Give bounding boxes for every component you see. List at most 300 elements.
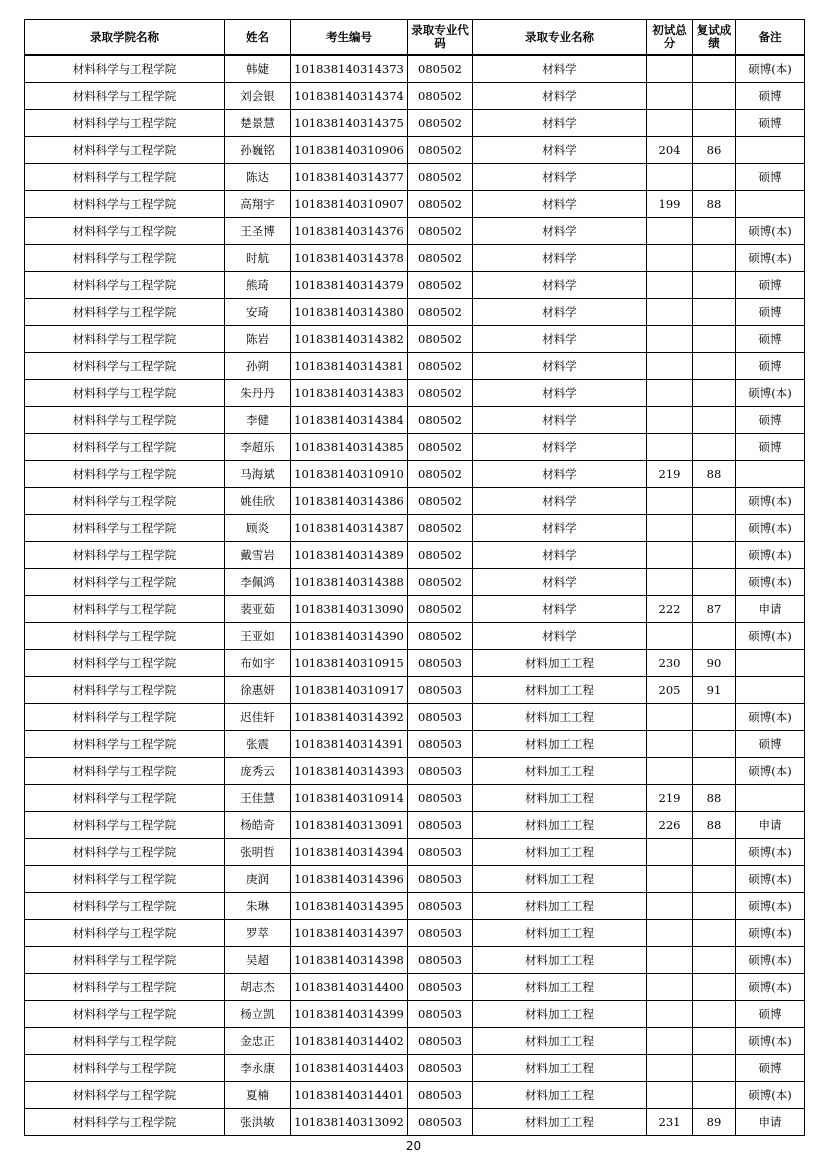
cell-candidate-id: 101838140310915 — [291, 650, 408, 677]
cell-retest-score — [693, 731, 736, 758]
cell-retest-score — [693, 110, 736, 137]
cell-remark: 硕博 — [736, 299, 805, 326]
table-row — [25, 704, 805, 731]
table-row — [25, 191, 805, 218]
cell-name: 马海斌 — [225, 461, 291, 488]
cell-remark: 硕博(本) — [736, 218, 805, 245]
cell-candidate-id: 101838140314402 — [291, 1028, 408, 1055]
cell-college: 材料科学与工程学院 — [25, 812, 225, 839]
cell-major-name: 材料学 — [473, 299, 647, 326]
cell-major-name: 材料学 — [473, 55, 647, 83]
cell-major-code: 080502 — [408, 137, 473, 164]
cell-college: 材料科学与工程学院 — [25, 326, 225, 353]
cell-major-name: 材料加工工程 — [473, 1055, 647, 1082]
cell-major-code: 080502 — [408, 83, 473, 110]
table-row — [25, 677, 805, 704]
cell-remark: 硕博(本) — [736, 974, 805, 1001]
cell-initial-score — [647, 542, 693, 569]
cell-retest-score — [693, 1001, 736, 1028]
cell-retest-score: 88 — [693, 191, 736, 218]
cell-name: 李永康 — [225, 1055, 291, 1082]
cell-candidate-id: 101838140314394 — [291, 839, 408, 866]
cell-retest-score — [693, 83, 736, 110]
cell-major-code: 080502 — [408, 461, 473, 488]
cell-candidate-id: 101838140314384 — [291, 407, 408, 434]
cell-initial-score — [647, 1082, 693, 1109]
cell-name: 张明哲 — [225, 839, 291, 866]
cell-major-code: 080502 — [408, 55, 473, 83]
table-row — [25, 947, 805, 974]
table-row — [25, 55, 805, 83]
cell-initial-score — [647, 326, 693, 353]
cell-candidate-id: 101838140314377 — [291, 164, 408, 191]
cell-initial-score: 222 — [647, 596, 693, 623]
cell-college: 材料科学与工程学院 — [25, 353, 225, 380]
cell-college: 材料科学与工程学院 — [25, 488, 225, 515]
cell-remark: 硕博 — [736, 353, 805, 380]
header-retest-score: 复试成绩 — [693, 20, 736, 56]
table-row — [25, 785, 805, 812]
cell-college: 材料科学与工程学院 — [25, 55, 225, 83]
cell-initial-score — [647, 893, 693, 920]
table-row — [25, 731, 805, 758]
cell-retest-score — [693, 1055, 736, 1082]
table-row — [25, 1028, 805, 1055]
table-row — [25, 353, 805, 380]
cell-remark: 硕博(本) — [736, 380, 805, 407]
cell-candidate-id: 101838140314398 — [291, 947, 408, 974]
cell-college: 材料科学与工程学院 — [25, 137, 225, 164]
cell-candidate-id: 101838140314400 — [291, 974, 408, 1001]
cell-initial-score: 204 — [647, 137, 693, 164]
cell-college: 材料科学与工程学院 — [25, 785, 225, 812]
cell-initial-score — [647, 299, 693, 326]
cell-major-name: 材料加工工程 — [473, 893, 647, 920]
cell-college: 材料科学与工程学院 — [25, 272, 225, 299]
cell-major-code: 080503 — [408, 1001, 473, 1028]
cell-candidate-id: 101838140314403 — [291, 1055, 408, 1082]
cell-retest-score — [693, 839, 736, 866]
cell-college: 材料科学与工程学院 — [25, 515, 225, 542]
cell-candidate-id: 101838140314388 — [291, 569, 408, 596]
cell-remark: 硕博(本) — [736, 542, 805, 569]
cell-major-name: 材料学 — [473, 137, 647, 164]
header-row — [25, 20, 805, 56]
cell-college: 材料科学与工程学院 — [25, 83, 225, 110]
cell-initial-score — [647, 704, 693, 731]
cell-candidate-id: 101838140314393 — [291, 758, 408, 785]
cell-name: 刘会银 — [225, 83, 291, 110]
cell-name: 张洪敏 — [225, 1109, 291, 1136]
cell-name: 孙巍铭 — [225, 137, 291, 164]
cell-candidate-id: 101838140314380 — [291, 299, 408, 326]
cell-major-name: 材料加工工程 — [473, 812, 647, 839]
cell-retest-score — [693, 380, 736, 407]
cell-initial-score — [647, 1001, 693, 1028]
header-college: 录取学院名称 — [25, 20, 225, 56]
cell-name: 杨皓奇 — [225, 812, 291, 839]
cell-retest-score: 88 — [693, 785, 736, 812]
cell-major-code: 080503 — [408, 947, 473, 974]
cell-remark: 硕博(本) — [736, 758, 805, 785]
cell-name: 陈达 — [225, 164, 291, 191]
cell-college: 材料科学与工程学院 — [25, 245, 225, 272]
cell-initial-score: 219 — [647, 461, 693, 488]
cell-college: 材料科学与工程学院 — [25, 110, 225, 137]
cell-initial-score — [647, 1055, 693, 1082]
cell-major-name: 材料学 — [473, 83, 647, 110]
cell-retest-score — [693, 434, 736, 461]
cell-college: 材料科学与工程学院 — [25, 758, 225, 785]
cell-remark: 硕博(本) — [736, 1028, 805, 1055]
cell-initial-score — [647, 380, 693, 407]
cell-major-code: 080502 — [408, 623, 473, 650]
cell-candidate-id: 101838140314395 — [291, 893, 408, 920]
cell-major-name: 材料学 — [473, 326, 647, 353]
cell-name: 韩婕 — [225, 55, 291, 83]
cell-initial-score — [647, 839, 693, 866]
cell-major-code: 080502 — [408, 299, 473, 326]
cell-retest-score — [693, 1082, 736, 1109]
cell-remark: 硕博(本) — [736, 1082, 805, 1109]
header-major-code: 录取专业代码 — [408, 20, 473, 56]
cell-remark: 硕博(本) — [736, 947, 805, 974]
cell-remark: 硕博 — [736, 1055, 805, 1082]
cell-major-name: 材料加工工程 — [473, 839, 647, 866]
cell-candidate-id: 101838140310906 — [291, 137, 408, 164]
cell-retest-score — [693, 245, 736, 272]
cell-initial-score: 205 — [647, 677, 693, 704]
table-row — [25, 83, 805, 110]
cell-initial-score — [647, 731, 693, 758]
cell-initial-score — [647, 515, 693, 542]
cell-college: 材料科学与工程学院 — [25, 191, 225, 218]
cell-major-code: 080502 — [408, 596, 473, 623]
cell-initial-score — [647, 866, 693, 893]
cell-initial-score — [647, 974, 693, 1001]
cell-candidate-id: 101838140314379 — [291, 272, 408, 299]
cell-major-name: 材料学 — [473, 272, 647, 299]
cell-college: 材料科学与工程学院 — [25, 164, 225, 191]
cell-name: 楚景慧 — [225, 110, 291, 137]
cell-remark: 硕博(本) — [736, 866, 805, 893]
cell-retest-score: 88 — [693, 812, 736, 839]
cell-major-code: 080502 — [408, 245, 473, 272]
cell-major-name: 材料加工工程 — [473, 974, 647, 1001]
cell-candidate-id: 101838140310907 — [291, 191, 408, 218]
cell-initial-score — [647, 218, 693, 245]
cell-major-code: 080502 — [408, 380, 473, 407]
cell-major-name: 材料学 — [473, 569, 647, 596]
cell-candidate-id: 101838140314386 — [291, 488, 408, 515]
cell-name: 裴亚茹 — [225, 596, 291, 623]
cell-name: 孙朔 — [225, 353, 291, 380]
cell-college: 材料科学与工程学院 — [25, 947, 225, 974]
cell-remark: 硕博 — [736, 164, 805, 191]
cell-major-name: 材料学 — [473, 434, 647, 461]
cell-candidate-id: 101838140314391 — [291, 731, 408, 758]
cell-candidate-id: 101838140314373 — [291, 55, 408, 83]
cell-major-name: 材料加工工程 — [473, 947, 647, 974]
cell-initial-score — [647, 758, 693, 785]
table-row — [25, 1109, 805, 1136]
cell-major-code: 080502 — [408, 191, 473, 218]
cell-initial-score — [647, 83, 693, 110]
cell-candidate-id: 101838140314376 — [291, 218, 408, 245]
cell-college: 材料科学与工程学院 — [25, 407, 225, 434]
cell-retest-score — [693, 623, 736, 650]
table-row — [25, 893, 805, 920]
table-row — [25, 110, 805, 137]
table-row — [25, 461, 805, 488]
table-row — [25, 623, 805, 650]
cell-major-name: 材料学 — [473, 245, 647, 272]
cell-name: 胡志杰 — [225, 974, 291, 1001]
cell-retest-score — [693, 758, 736, 785]
cell-name: 陈岩 — [225, 326, 291, 353]
table-row — [25, 542, 805, 569]
table-row — [25, 407, 805, 434]
cell-major-code: 080503 — [408, 731, 473, 758]
cell-college: 材料科学与工程学院 — [25, 1109, 225, 1136]
cell-initial-score — [647, 623, 693, 650]
cell-major-name: 材料加工工程 — [473, 1082, 647, 1109]
table-row — [25, 1001, 805, 1028]
cell-college: 材料科学与工程学院 — [25, 974, 225, 1001]
cell-retest-score — [693, 515, 736, 542]
cell-remark: 硕博 — [736, 326, 805, 353]
table-row — [25, 515, 805, 542]
cell-name: 王佳慧 — [225, 785, 291, 812]
cell-college: 材料科学与工程学院 — [25, 569, 225, 596]
cell-name: 姚佳欣 — [225, 488, 291, 515]
cell-college: 材料科学与工程学院 — [25, 677, 225, 704]
cell-remark: 硕博(本) — [736, 488, 805, 515]
cell-candidate-id: 101838140313092 — [291, 1109, 408, 1136]
cell-major-name: 材料学 — [473, 191, 647, 218]
cell-major-code: 080502 — [408, 353, 473, 380]
cell-major-name: 材料学 — [473, 515, 647, 542]
cell-name: 迟佳轩 — [225, 704, 291, 731]
cell-candidate-id: 101838140314387 — [291, 515, 408, 542]
cell-major-name: 材料学 — [473, 488, 647, 515]
cell-name: 朱琳 — [225, 893, 291, 920]
cell-name: 王圣博 — [225, 218, 291, 245]
cell-name: 安琦 — [225, 299, 291, 326]
cell-name: 朱丹丹 — [225, 380, 291, 407]
cell-major-name: 材料学 — [473, 164, 647, 191]
cell-initial-score: 230 — [647, 650, 693, 677]
cell-retest-score — [693, 569, 736, 596]
cell-name: 顾炎 — [225, 515, 291, 542]
cell-remark — [736, 191, 805, 218]
cell-name: 戴雪岩 — [225, 542, 291, 569]
cell-major-code: 080503 — [408, 920, 473, 947]
cell-candidate-id: 101838140314389 — [291, 542, 408, 569]
cell-initial-score — [647, 110, 693, 137]
cell-college: 材料科学与工程学院 — [25, 1001, 225, 1028]
cell-name: 张震 — [225, 731, 291, 758]
cell-name: 徐惠妍 — [225, 677, 291, 704]
cell-candidate-id: 101838140314378 — [291, 245, 408, 272]
admission-table — [24, 19, 805, 1136]
cell-candidate-id: 101838140314382 — [291, 326, 408, 353]
table-row — [25, 920, 805, 947]
cell-name: 李健 — [225, 407, 291, 434]
cell-retest-score — [693, 488, 736, 515]
cell-initial-score: 199 — [647, 191, 693, 218]
cell-candidate-id: 101838140310917 — [291, 677, 408, 704]
cell-major-name: 材料学 — [473, 110, 647, 137]
cell-name: 夏楠 — [225, 1082, 291, 1109]
cell-college: 材料科学与工程学院 — [25, 920, 225, 947]
cell-major-code: 080502 — [408, 569, 473, 596]
cell-major-name: 材料学 — [473, 218, 647, 245]
cell-major-code: 080503 — [408, 1082, 473, 1109]
table-row — [25, 1055, 805, 1082]
cell-name: 杨立凯 — [225, 1001, 291, 1028]
cell-retest-score — [693, 542, 736, 569]
header-candidate-id: 考生编号 — [291, 20, 408, 56]
cell-college: 材料科学与工程学院 — [25, 1082, 225, 1109]
cell-remark: 申请 — [736, 812, 805, 839]
cell-initial-score — [647, 488, 693, 515]
table-row — [25, 974, 805, 1001]
cell-name: 罗萃 — [225, 920, 291, 947]
cell-candidate-id: 101838140314397 — [291, 920, 408, 947]
cell-college: 材料科学与工程学院 — [25, 434, 225, 461]
cell-major-name: 材料学 — [473, 407, 647, 434]
cell-retest-score: 90 — [693, 650, 736, 677]
cell-college: 材料科学与工程学院 — [25, 866, 225, 893]
cell-remark: 硕博 — [736, 272, 805, 299]
table-row — [25, 272, 805, 299]
cell-remark: 申请 — [736, 1109, 805, 1136]
cell-remark: 硕博(本) — [736, 55, 805, 83]
header-initial-score: 初试总分 — [647, 20, 693, 56]
table-row — [25, 164, 805, 191]
cell-major-code: 080503 — [408, 650, 473, 677]
cell-major-code: 080502 — [408, 110, 473, 137]
cell-initial-score — [647, 569, 693, 596]
cell-retest-score: 91 — [693, 677, 736, 704]
cell-remark — [736, 461, 805, 488]
table-row — [25, 218, 805, 245]
table-row — [25, 839, 805, 866]
cell-major-code: 080502 — [408, 407, 473, 434]
cell-remark — [736, 677, 805, 704]
cell-major-name: 材料加工工程 — [473, 1109, 647, 1136]
cell-major-code: 080503 — [408, 704, 473, 731]
table-row — [25, 758, 805, 785]
cell-major-name: 材料加工工程 — [473, 1001, 647, 1028]
table-row — [25, 137, 805, 164]
cell-retest-score — [693, 218, 736, 245]
cell-remark: 硕博 — [736, 731, 805, 758]
cell-college: 材料科学与工程学院 — [25, 623, 225, 650]
cell-remark: 硕博 — [736, 407, 805, 434]
cell-remark: 硕博(本) — [736, 920, 805, 947]
cell-name: 时航 — [225, 245, 291, 272]
cell-remark: 硕博(本) — [736, 515, 805, 542]
cell-retest-score: 88 — [693, 461, 736, 488]
table-row — [25, 650, 805, 677]
cell-retest-score — [693, 164, 736, 191]
cell-major-code: 080503 — [408, 839, 473, 866]
table-row — [25, 299, 805, 326]
table-row — [25, 1082, 805, 1109]
cell-retest-score — [693, 920, 736, 947]
cell-remark: 硕博(本) — [736, 245, 805, 272]
cell-major-code: 080503 — [408, 1109, 473, 1136]
cell-name: 吴超 — [225, 947, 291, 974]
cell-major-name: 材料学 — [473, 623, 647, 650]
cell-candidate-id: 101838140314374 — [291, 83, 408, 110]
table-row — [25, 326, 805, 353]
cell-college: 材料科学与工程学院 — [25, 596, 225, 623]
cell-initial-score — [647, 920, 693, 947]
cell-major-name: 材料加工工程 — [473, 677, 647, 704]
cell-remark: 硕博(本) — [736, 839, 805, 866]
cell-remark: 硕博 — [736, 83, 805, 110]
cell-remark: 硕博 — [736, 434, 805, 461]
cell-retest-score: 89 — [693, 1109, 736, 1136]
cell-initial-score — [647, 353, 693, 380]
cell-major-code: 080502 — [408, 488, 473, 515]
cell-name: 王亚如 — [225, 623, 291, 650]
cell-major-name: 材料加工工程 — [473, 866, 647, 893]
table-row — [25, 380, 805, 407]
cell-name: 庞秀云 — [225, 758, 291, 785]
cell-college: 材料科学与工程学院 — [25, 299, 225, 326]
cell-major-name: 材料加工工程 — [473, 650, 647, 677]
cell-initial-score — [647, 55, 693, 83]
cell-major-name: 材料加工工程 — [473, 920, 647, 947]
cell-college: 材料科学与工程学院 — [25, 542, 225, 569]
cell-candidate-id: 101838140314401 — [291, 1082, 408, 1109]
cell-name: 熊琦 — [225, 272, 291, 299]
cell-remark — [736, 650, 805, 677]
cell-major-name: 材料学 — [473, 380, 647, 407]
cell-name: 李超乐 — [225, 434, 291, 461]
cell-candidate-id: 101838140314390 — [291, 623, 408, 650]
header-major-name: 录取专业名称 — [473, 20, 647, 56]
cell-remark — [736, 785, 805, 812]
cell-retest-score: 87 — [693, 596, 736, 623]
cell-initial-score — [647, 272, 693, 299]
cell-candidate-id: 101838140314385 — [291, 434, 408, 461]
cell-initial-score — [647, 434, 693, 461]
cell-initial-score: 226 — [647, 812, 693, 839]
cell-college: 材料科学与工程学院 — [25, 893, 225, 920]
cell-name: 李佩鸿 — [225, 569, 291, 596]
cell-initial-score — [647, 947, 693, 974]
cell-initial-score: 231 — [647, 1109, 693, 1136]
cell-major-name: 材料加工工程 — [473, 758, 647, 785]
cell-major-code: 080503 — [408, 974, 473, 1001]
cell-college: 材料科学与工程学院 — [25, 1055, 225, 1082]
cell-major-code: 080503 — [408, 1055, 473, 1082]
cell-name: 庚润 — [225, 866, 291, 893]
header-name: 姓名 — [225, 20, 291, 56]
cell-retest-score — [693, 353, 736, 380]
cell-initial-score — [647, 1028, 693, 1055]
cell-major-name: 材料学 — [473, 461, 647, 488]
cell-initial-score — [647, 164, 693, 191]
cell-remark: 硕博(本) — [736, 623, 805, 650]
cell-major-code: 080503 — [408, 812, 473, 839]
cell-retest-score — [693, 326, 736, 353]
